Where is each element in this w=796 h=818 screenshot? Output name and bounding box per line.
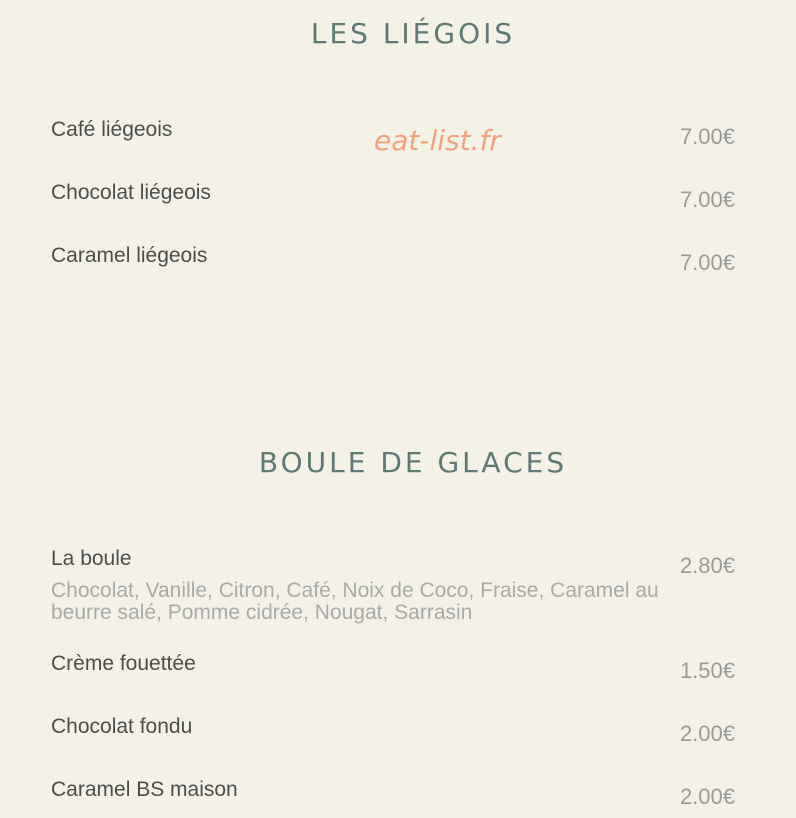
item-price: 2.80€ (679, 553, 735, 578)
item-price: 2.00€ (679, 784, 735, 809)
section-title-liegeois: LES LIÉGOIS (310, 17, 516, 50)
item-name: Caramel BS maison (51, 778, 238, 801)
item-price: 7.00€ (679, 124, 735, 149)
item-name: Crème fouettée (51, 652, 196, 675)
item-description: Chocolat, Vanille, Citron, Café, Noix de Coco, Fraise, Caramel au beurre salé, Pomme cidrée, Nougat, Sarrasin (51, 579, 659, 624)
item-name: Chocolat liégeois (51, 181, 211, 204)
item-price: 1.50€ (679, 658, 735, 683)
item-name: La boule (51, 547, 132, 570)
item-name: Caramel liégeois (51, 244, 208, 267)
item-price: 2.00€ (679, 721, 735, 746)
section-title-boule-de-glaces: BOULE DE GLACES (258, 446, 568, 479)
item-name: Café liégeois (51, 118, 173, 141)
item-price: 7.00€ (679, 187, 735, 212)
watermark-text: eat-list.fr (374, 124, 501, 157)
item-price: 7.00€ (679, 250, 735, 275)
item-name: Chocolat fondu (51, 715, 193, 738)
